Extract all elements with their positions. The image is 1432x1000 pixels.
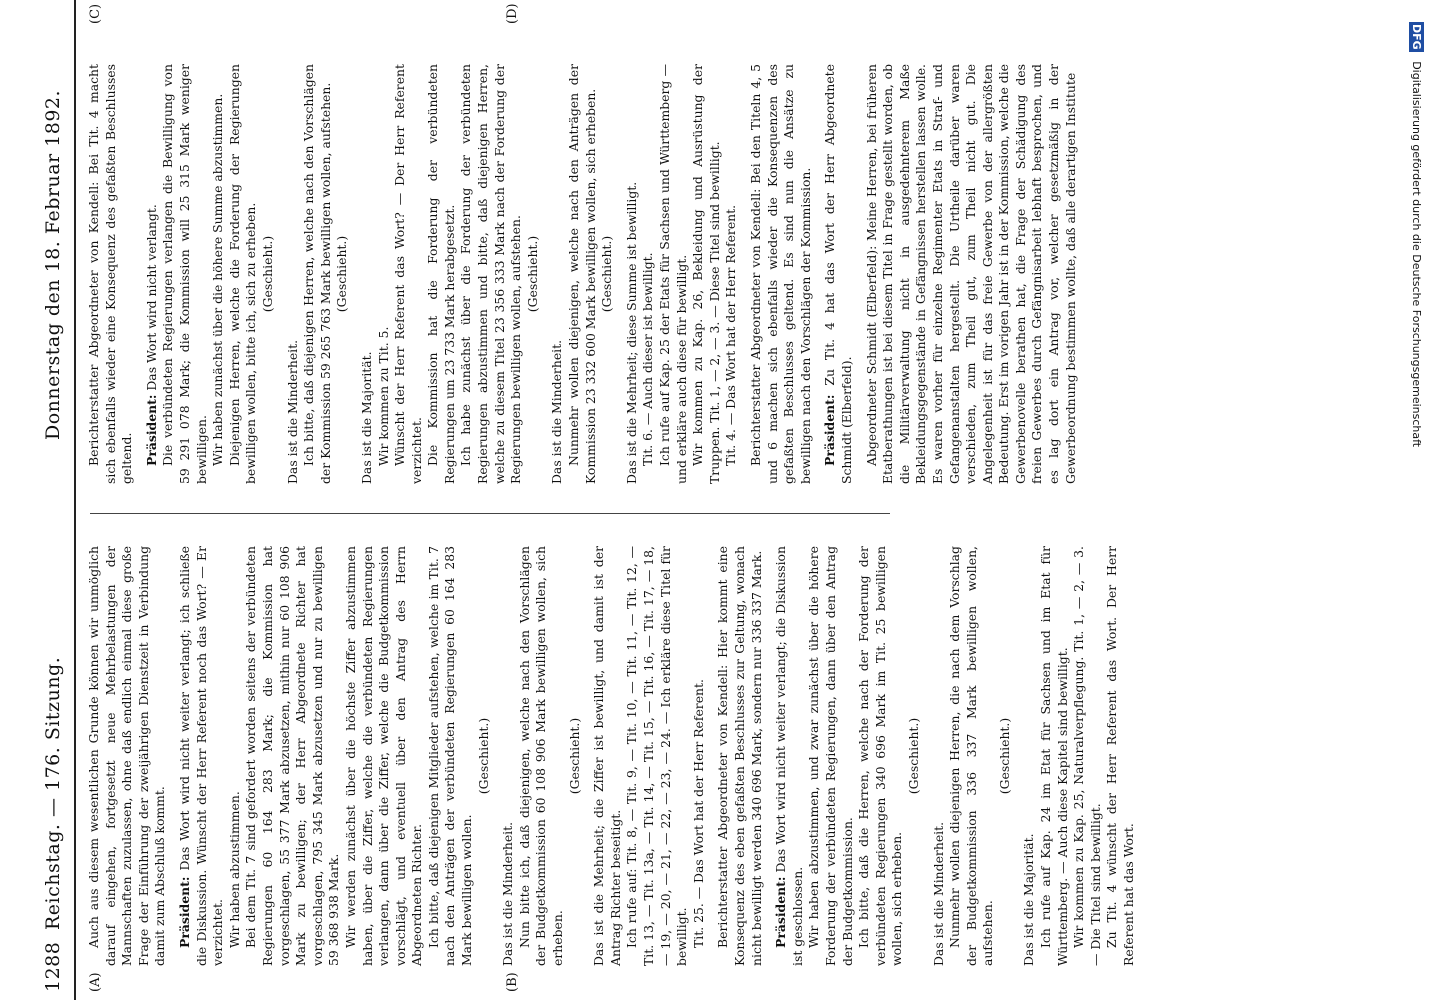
paragraph: Wir werden zunächst über die höchste Ziffer abzustimmen haben, über die Ziffer, welche die verbündeten Regierungen verlangen, dann über die Ziffer, welche die Budgetkommission vorschlägt, und eventuell über den Antrag des Herrn Abgeordneten Richter. — [342, 546, 425, 966]
header-rule — [74, 0, 76, 1000]
digitization-note — [1409, 22, 1424, 447]
margin-marker-d: (D) — [505, 3, 520, 24]
paragraph: Das ist die Mehrheit; die Ziffer ist bewilligt, und damit ist der Antrag Richter beseitigt. — [591, 546, 623, 966]
paragraph: Wir kommen zu Kap. 26, Bekleidung und Ausrüstung der Truppen. Tit. 1, — 2, — 3. — Diese Titel sind bewilligt. — [690, 64, 722, 484]
paragraph: Präsident: Zu Tit. 4 hat das Wort der Herr Abgeordnete Schmidt (Elberfeld). — [822, 64, 854, 484]
paragraph: Präsident: Das Wort wird nicht verlangt. — [143, 204, 159, 466]
paragraph: Abgeordneter Schmidt (Elberfeld): Meine Herren, bei früheren Etatberathungen ist bei diesem Titel in Frage gestellt worden, ob die Militärverwaltung nicht in ausgedehnterem Maße Bekleidungsgegenstände in Gefängnissen herstellen lassen wolle. Es waren vorher für einzelne Regimenter Etats in Straf- und Gefangenanstalten hergestellt. Die Urtheile darüber waren verschieden, zum Theil gut, zum Theil nicht gut. Die Angelegenheit ist für das freie Gewerbe von der allergrößten Bedeutung. Erst im vorigen Jahr ist in der Kommission, welche die Gewerbenovelle berathen hat, die Frage der Schädigung des freien Gewerbes durch Gefängnisarbeit lebhaft besprochen, und es lag dort ein Antrag vor, welcher gesetzmäßig in der Gewerbeordnung bestimmen wollte, daß alle derartigen Institute — [863, 64, 1078, 484]
paragraph: Das ist die Minderheit. — [284, 339, 300, 484]
paragraph: Ich bitte, daß diejenigen Mitglieder aufstehen, welche im Tit. 7 nach den Anträgen der verbündeten Regierungen 60 164 283 Mark bewilligen wollen. — [425, 546, 475, 966]
speaker-name: Präsident: — [176, 876, 192, 948]
margin-marker-a: (A) — [88, 972, 103, 992]
paragraph: Das ist die Minderheit. — [549, 339, 565, 484]
paragraph: Wünscht der Herr Referent das Wort? — Der Herr Referent verzichtet. — [392, 64, 424, 484]
paragraph: Berichterstatter Abgeordneter von Kendell: Bei den Titeln 4, 5 und 6 machen sich ebenfalls wieder die Konsequenzen des gefaßten Beschlusses geltend. Es sind nun die Ansätze zu bewilligen nach den Vorschlägen der Kommission. — [747, 64, 813, 484]
paragraph: Wir kommen zu Tit. 5. — [375, 326, 391, 466]
margin-marker-b: (B) — [505, 972, 520, 992]
stage-direction: (Geschieht.) — [599, 235, 615, 313]
speaker-name: Berichterstatter Abgeordneter von Kendell: — [747, 188, 763, 466]
left-column — [86, 546, 1138, 966]
stage-direction: (Geschieht.) — [524, 235, 540, 313]
speaker-name: Berichterstatter Abgeordneter von Kendell: — [86, 181, 101, 466]
column-divider — [90, 513, 890, 514]
paragraph: Die Kommission hat die Forderung der verbündeten Regierungen um 23 733 Mark herabgesetzt. — [425, 64, 457, 484]
paragraph: Auch aus diesem wesentlichen Grunde können wir unmöglich darauf eingehen, fortgesetzt neue Mehrbelastungen der Mannschaften zuzulassen, ohne daß endlich einmal diese große Frage der Einführung der zweijährigen Dienstzeit in Verbindung damit zum Abschluß kommt. — [86, 546, 168, 966]
paragraph: Ich rufe auf Kap. 24 im Etat für Sachsen und im Etat für Württemberg. — Auch diese Kapitel sind bewilligt. — [1038, 546, 1070, 966]
speaker-name: Präsident: — [143, 394, 159, 466]
paragraph: Bei dem Tit. 7 sind gefordert worden seitens der verbündeten Regierungen 60 164 283 Mark; die Kommission hat vorgeschlagen, 55 377 Mark abzusetzen, mithin nur 60 108 906 Mark zu bewilligen; der Herr Abgeordnete Richter hat vorgeschlagen, 795 345 Mark abzusetzen und nur zu bewilligen 59 368 938 Mark. — [243, 546, 342, 966]
paragraph: Berichterstatter Abgeordneter von Kendell: Hier kommt eine Konsequenz des eben gefaßten Beschlusses zur Geltung, wonach nicht bewilligt werden 340 696 Mark, sondern nur 336 337 Mark. — [715, 546, 764, 966]
paragraph: Wir kommen zu Kap. 25, Naturalverpflegung. Tit. 1, — 2, — 3. — Die Titel sind bewilligt. — [1071, 546, 1103, 966]
paragraph: Wir haben abzustimmen. — [226, 791, 242, 948]
paragraph: Tit. 25. — Das Wort hat der Herr Referent. — [690, 679, 706, 948]
session-date: Donnerstag den 18. Februar 1892. — [42, 89, 64, 440]
paragraph: Tit. 6. — Auch dieser ist bewilligt. — [640, 252, 656, 466]
paragraph: Das ist die Minderheit. — [930, 821, 946, 966]
right-column — [86, 64, 1079, 484]
paragraph: Das ist die Majorität. — [358, 351, 374, 484]
paragraph: Ich rufe auf Kap. 25 der Etats für Sachsen und Württemberg — und erkläre auch diese für bewilligt. — [657, 64, 689, 484]
stage-direction: (Geschieht.) — [905, 717, 921, 795]
stage-direction: (Geschieht.) — [334, 235, 350, 313]
paragraph: Wir haben abzustimmen, und zwar zunächst über die höhere Forderung der verbündeten Regierungen, dann über den Antrag der Budgetkommission. — [806, 546, 855, 966]
speaker-name: Präsident: — [822, 394, 838, 466]
paragraph: Präsident: Das Wort wird nicht weiter verlangt; ich schließe die Diskussion. Wünscht der Herr Referent noch das Wort? — Er verzichtet. — [176, 546, 226, 966]
speaker-name: Berichterstatter Abgeordneter von Kendell: — [715, 664, 731, 948]
paragraph: Das ist die Minderheit. — [500, 821, 516, 966]
paragraph: Das ist die Mehrheit; diese Summe ist bewilligt. — [623, 181, 639, 484]
paragraph: Nunmehr wollen diejenigen, welche nach den Anträgen der Kommission 23 332 600 Mark bewilligen wollen, sich erheben. — [566, 64, 598, 484]
speaker-name: Abgeordneter Schmidt (Elberfeld): — [863, 245, 879, 466]
paragraph: Tit. 4. — Das Wort hat der Herr Referent. — [723, 204, 739, 466]
paragraph: Die verbündeten Regierungen verlangen die Bewilligung von 59 291 078 Mark; die Kommission will 25 315 Mark weniger bewilligen. — [160, 64, 209, 484]
stage-direction: (Geschieht.) — [259, 235, 275, 313]
paragraph: Das ist die Majorität. — [1021, 833, 1037, 966]
paragraph: Ich bitte, daß diejenigen Herren, welche nach den Vorschlägen der Kommission 59 265 763 Mark bewilligen wollen, aufstehen. — [301, 64, 333, 484]
page-number: 1288 — [42, 941, 64, 992]
paragraph: Ich rufe auf: Tit. 8, — Tit. 9, — Tit. 10, — Tit. 11, — Tit. 12, — Tit. 13, — Tit. 13a, — Tit. 14, — Tit. 15, — Tit. 16, — Tit. 17, — 18, — 19, — 20, — 21, — 22, — 23, — 24. — Ich erkläre diese Titel für bewilligt. — [624, 546, 690, 966]
paragraph: Wir haben zunächst über die höhere Summe abzustimmen. — [210, 93, 226, 466]
paragraph: Ich bitte, daß die Herren, welche nach der Forderung der verbündeten Regierungen 340 696 Mark im Tit. 25 bewilligen wollen, sich erheben. — [856, 546, 905, 966]
paragraph: Präsident: Das Wort wird nicht weiter verlangt; die Diskussion ist geschlossen. — [773, 546, 805, 966]
stage-direction: (Geschieht.) — [475, 717, 491, 795]
session-title: Reichstag. — 176. Sitzung. — [42, 656, 64, 930]
paragraph: Zu Tit. 4 wünscht der Herr Referent das Wort. Der Herr Referent hat das Wort. — [1104, 546, 1137, 966]
paragraph: Diejenigen Herren, welche die Forderung der Regierungen bewilligen wollen, bitte ich, sich zu erheben. — [226, 64, 259, 484]
stage-direction: (Geschieht.) — [996, 717, 1012, 795]
stage-direction: (Geschieht.) — [566, 717, 582, 795]
dfg-logo: DFG — [1410, 24, 1423, 50]
paragraph: Nunmehr wollen diejenigen Herren, die nach dem Vorschlag der Budgetkommission 336 337 Mark bewilligen wollen, aufstehen. — [947, 546, 996, 966]
speaker-name: Präsident: — [773, 876, 789, 948]
paragraph: Ich habe zunächst über die Forderung der verbündeten Regierungen abzustimmen und bitte, daß diejenigen Herren, welche zu diesem Titel 23 356 333 Mark nach der Forderung der Regierungen bewilligen wollen, aufstehen. — [458, 64, 524, 484]
paragraph: Berichterstatter Abgeordneter von Kendell: Bei Tit. 4 macht sich ebenfalls wieder eine Konsequenz des gefaßten Beschlusses geltend. — [86, 64, 135, 484]
page-header — [34, 0, 74, 1000]
paragraph: Nun bitte ich, daß diejenigen, welche nach den Vorschlägen der Budgetkommission 60 108 906 Mark bewilligen wollen, sich erheben. — [516, 546, 566, 966]
digitization-text: Digitalisierung gefördert durch die Deutsche Forschungsgemeinschaft — [1410, 61, 1423, 448]
margin-marker-c: (C) — [88, 3, 103, 24]
